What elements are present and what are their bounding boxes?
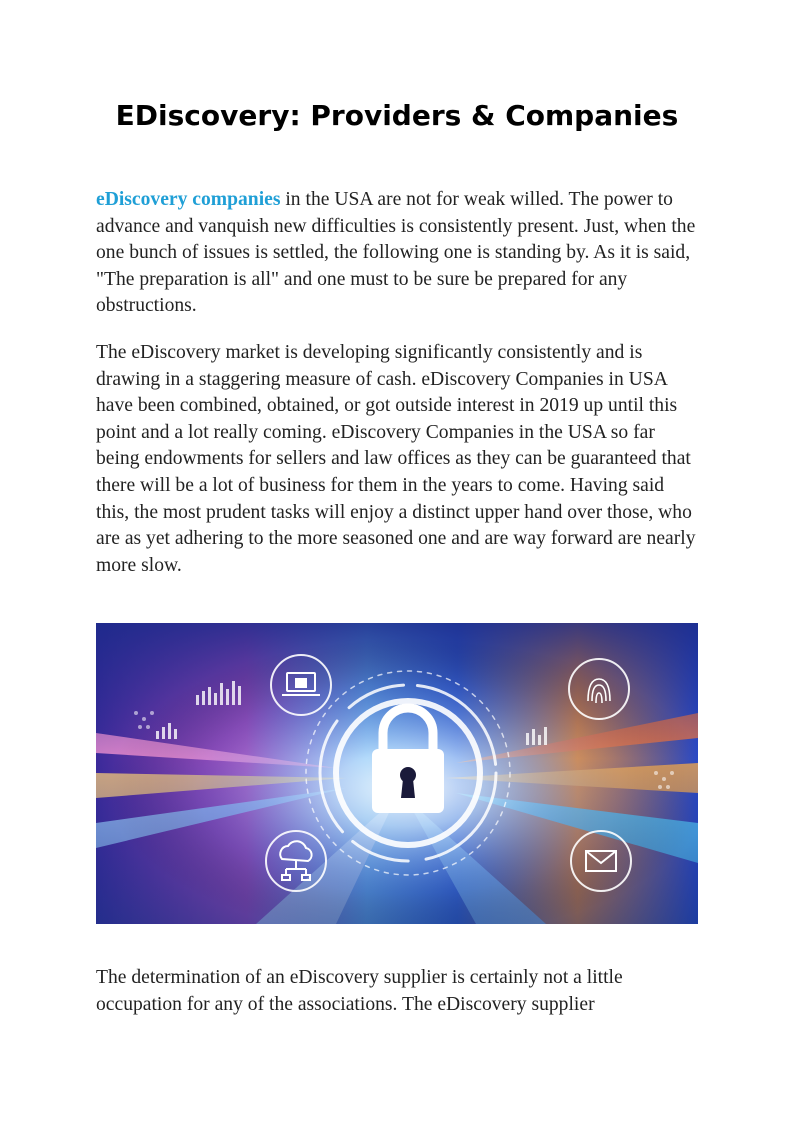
intro-paragraph [96, 187, 701, 320]
intro-paragraph-text: in the USA are not for weak willed. The power to advance and vanquish new difficulties is consistently present. Just, when the one bunch of issues is settled, the following one is standing by. As it is said, "The preparation is all" and one must to be sure be prepared for any obstructions. [96, 189, 696, 317]
market-paragraph: The eDiscovery market is developing significantly consistently and is drawing in a staggering measure of cash. eDiscovery Companies in USA have been combined, obtained, or got outside interest in 2019 up until this point and a lot really coming. eDiscovery Companies in the USA so far being endowments for sellers and law offices as they can be guaranteed that there will be a lot of business for them in the years to come. Having said this, the most prudent tasks will enjoy a distinct upper hand over those, who are as yet adhering to the more seasoned one and are way forward are nearly more slow. [96, 342, 696, 576]
supplier-paragraph: The determination of an eDiscovery supplier is certainly not a little occupation for any of the associations. The eDiscovery supplier [96, 967, 623, 1015]
cybersecurity-hero-image [96, 623, 698, 924]
ediscovery-companies-link[interactable]: eDiscovery companies [96, 189, 281, 210]
page-title: EDiscovery: Providers & Companies [115, 99, 679, 132]
